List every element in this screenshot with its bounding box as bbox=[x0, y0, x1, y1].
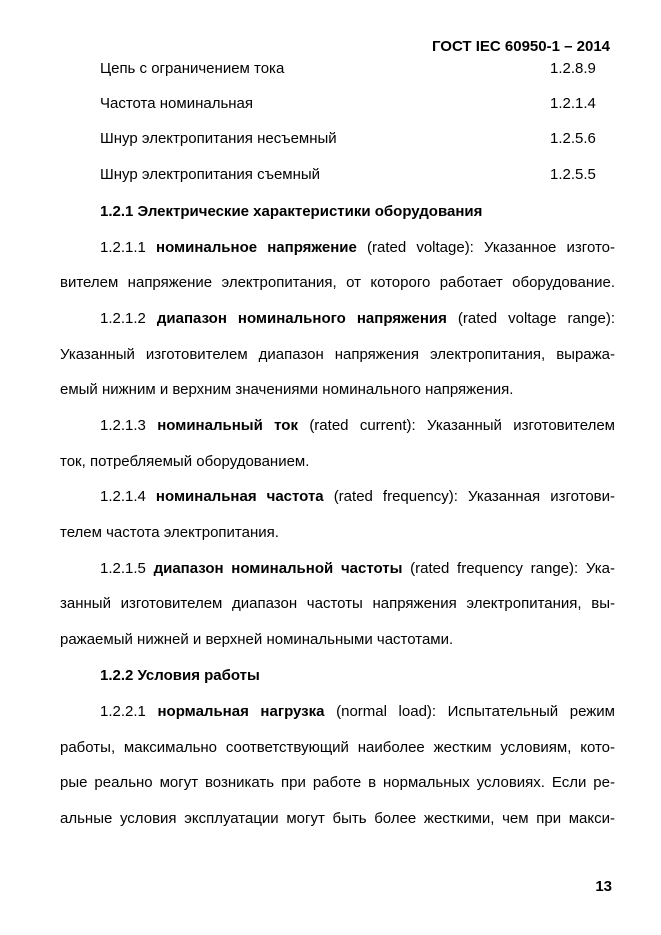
section-heading: 1.2.1 Электрические характеристики оборудования bbox=[100, 203, 483, 220]
paragraph-line: вителем напряжение электропитания, от которого работает оборудование. bbox=[60, 274, 615, 291]
paragraph-line: телем частота электропитания. bbox=[60, 524, 279, 541]
defined-term: диапазон номинального напряжения bbox=[156, 310, 447, 327]
paragraph-line: ток, потребляемый оборудованием. bbox=[60, 453, 310, 470]
defined-term: номинальное напряжение bbox=[156, 239, 357, 256]
index-term: Шнур электропитания съемный bbox=[100, 166, 321, 183]
paragraph-line: занный изготовителем диапазон частоты напряжения электропитания, вы- bbox=[60, 595, 615, 612]
index-ref: 1.2.5.6 bbox=[550, 130, 596, 147]
paragraph-line: ражаемый нижней и верхней номинальными частотами. bbox=[60, 631, 454, 648]
index-ref: 1.2.8.9 bbox=[550, 60, 596, 77]
definition-paragraph: 1.2.1.2 диапазон номинального напряжения (rated voltage range): bbox=[100, 310, 616, 327]
index-term: Цепь с ограничением тока bbox=[100, 60, 285, 77]
index-entry bbox=[100, 166, 600, 186]
paragraph-line: работы, максимально соответствующий наиболее жестким условиям, кото- bbox=[60, 739, 615, 756]
index-entry bbox=[100, 60, 600, 80]
paragraph-line: емый нижним и верхним значениями номинального напряжения. bbox=[60, 381, 514, 398]
document-header: ГОСТ IEC 60950-1 – 2014 bbox=[431, 38, 610, 55]
definition-paragraph: 1.2.1.4 номинальная частота (rated frequency): Указанная изготови- bbox=[100, 488, 615, 505]
index-term: Шнур электропитания несъемный bbox=[100, 130, 337, 147]
page-number: 13 bbox=[595, 878, 612, 895]
index-ref: 1.2.5.5 bbox=[550, 166, 596, 183]
index-term: Частота номинальная bbox=[100, 95, 254, 112]
paragraph-line: рые реально могут возникать при работе в нормальных условиях. Если ре- bbox=[60, 774, 615, 791]
defined-term: диапазон номинальной частоты bbox=[153, 560, 403, 577]
defined-term: нормальная нагрузка bbox=[157, 703, 325, 720]
definition-paragraph: 1.2.1.5 диапазон номинальной частоты (rated frequency range): Ука- bbox=[100, 560, 615, 577]
definition-paragraph: 1.2.1.1 номинальное напряжение (rated voltage): Указанное изгото- bbox=[100, 239, 615, 256]
index-entry bbox=[100, 130, 600, 150]
paragraph-line: альные условия эксплуатации могут быть более жесткими, чем при макси- bbox=[60, 810, 615, 827]
section-heading: 1.2.2 Условия работы bbox=[100, 667, 260, 684]
definition-paragraph: 1.2.2.1 нормальная нагрузка (normal load): Испытательный режим bbox=[100, 703, 615, 720]
defined-term: номинальная частота bbox=[155, 488, 324, 505]
index-ref: 1.2.1.4 bbox=[550, 95, 596, 112]
defined-term: номинальный ток bbox=[157, 417, 298, 434]
paragraph-line: Указанный изготовителем диапазон напряжения электропитания, выража- bbox=[60, 346, 615, 363]
index-entry bbox=[100, 95, 600, 115]
definition-paragraph: 1.2.1.3 номинальный ток (rated current): Указанный изготовителем bbox=[100, 417, 615, 434]
